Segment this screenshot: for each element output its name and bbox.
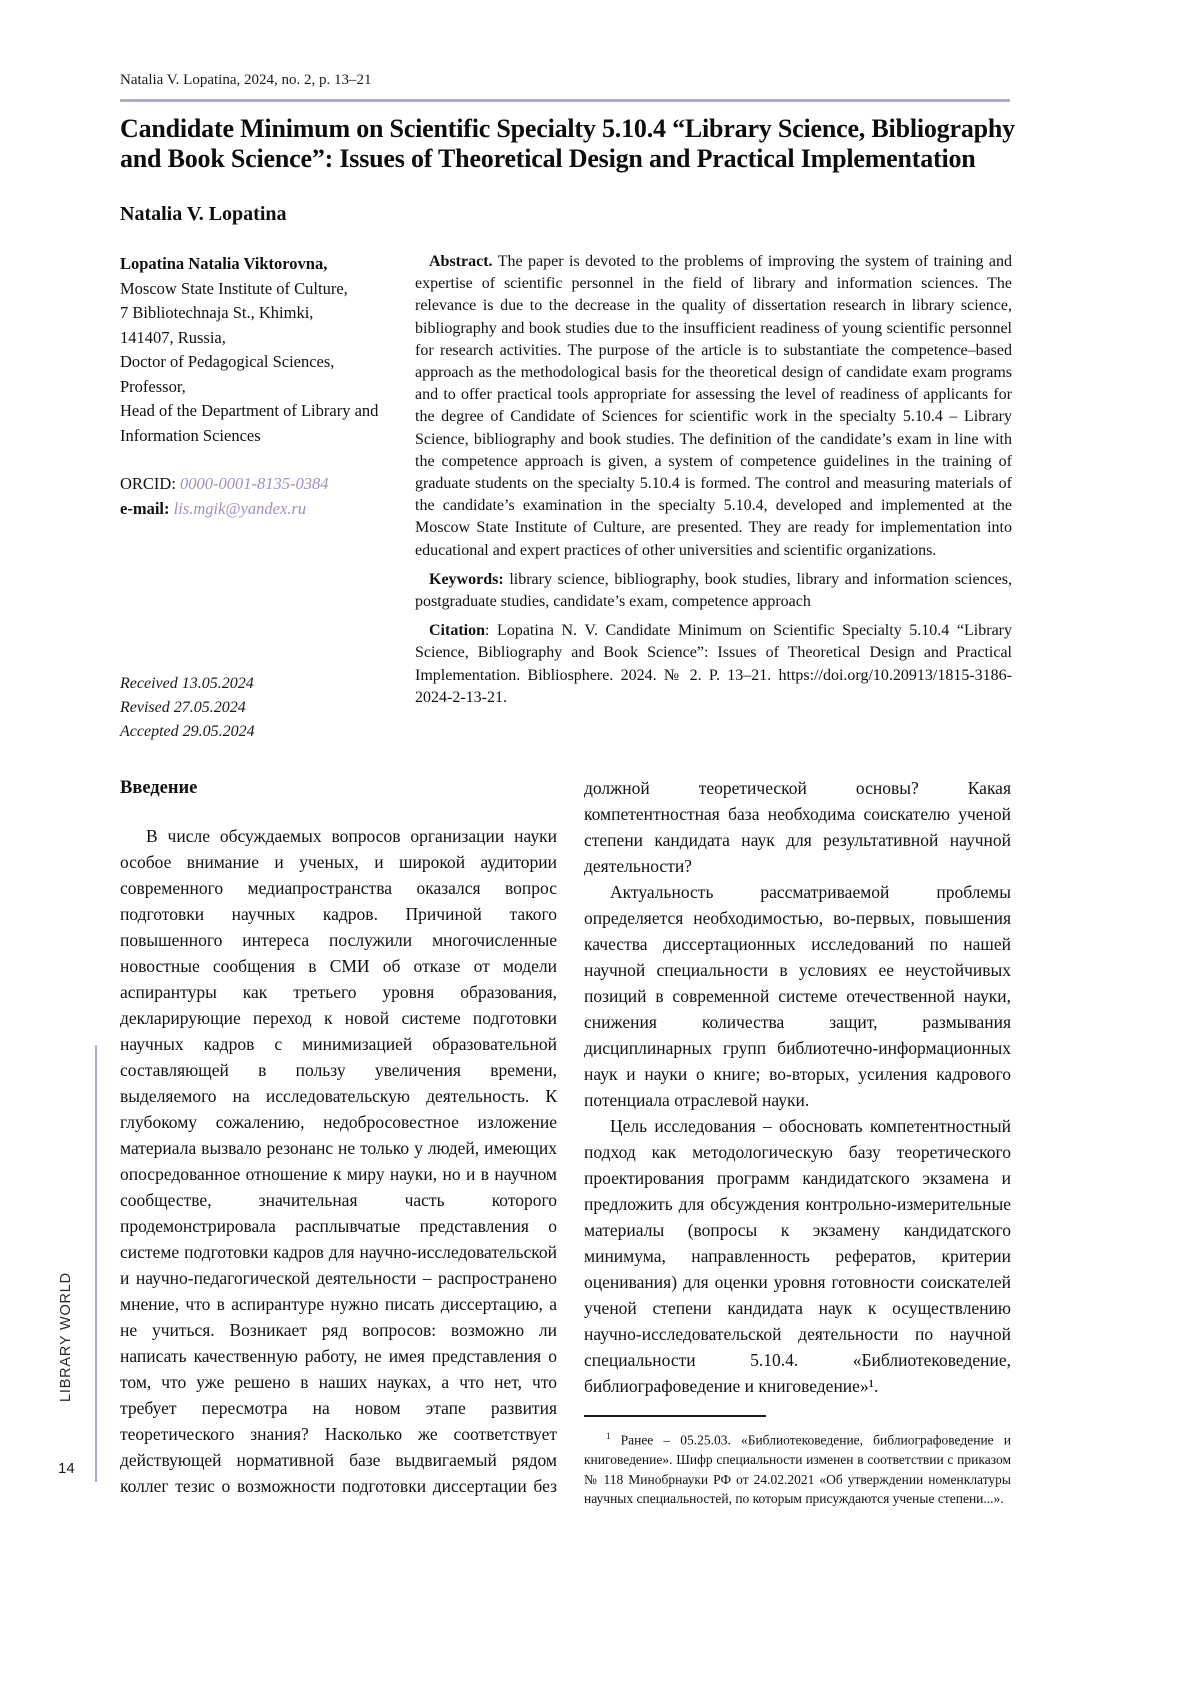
citation-text: : Lopatina N. V. Candidate Minimum on Scientific Specialty 5.10.4 “Library Science, Bibliography and Book Science”: Issues of Theoretical Design and Practical Implementation. Bibliosphere. 2024. № 2. P. 13–21. https://doi.org/10.20913/1815-3186-2024-2-13-21. (415, 622, 1012, 706)
article-dates (120, 672, 430, 744)
affiliation-line: 141407, Russia, (120, 327, 226, 347)
sidebar-rule (95, 1045, 97, 1482)
abstract-label: Abstract. (429, 253, 493, 270)
received-date: Received 13.05.2024 (120, 675, 254, 692)
author-info-block (120, 252, 430, 521)
abstract-block (415, 251, 1012, 709)
author-full-name: Lopatina Natalia Viktorovna, (120, 254, 328, 273)
article-author-name: Natalia V. Lopatina (120, 203, 287, 225)
header-rule (120, 99, 1010, 102)
body-paragraph: должной теоретической основы? Какая компетентностная база необходима соискателю ученой степени кандидата наук для результативной научной деятельности? (584, 778, 1011, 876)
section-heading-introduction: Введение (120, 778, 198, 798)
orcid-label: ORCID: (120, 474, 181, 493)
keywords-text: library science, bibliography, book studies, library and information sciences, postgraduate studies, candidate’s exam, competence approach (415, 570, 1012, 611)
affiliation-line: Moscow State Institute of Culture, (120, 278, 348, 298)
running-head: Natalia V. Lopatina, 2024, no. 2, p. 13–21 (120, 72, 372, 88)
citation-paragraph (415, 620, 1012, 709)
email-line (120, 497, 430, 522)
footnote-marker: 1 (606, 1431, 611, 1441)
keywords-paragraph (415, 569, 1012, 613)
affiliation-line: Head of the Department of Library and Information Sciences (120, 401, 379, 445)
body-paragraph: Цель исследования – обосновать компетентностный подход как методологическую базу теоретического проектирования программ кандидатского экзамена и предложить для обсуждения контрольно-измерительные материалы (вопросы к экзамену кандидатского минимума, направленность рефератов, критерии оценивания) для оценки уровня готовности соискателей ученой степени кандидата наук к осуществлению научно-исследовательской деятельности по научной специальности 5.10.4. «Библиотековедение, библиографоведение и книговедение»¹. (584, 1116, 1011, 1396)
orcid-line (120, 472, 430, 497)
body-column-right (584, 775, 1011, 1509)
revised-date: Revised 27.05.2024 (120, 699, 246, 716)
affiliation-line: 7 Bibliotechnaja St., Khimki, (120, 303, 314, 322)
keywords-label: Keywords: (429, 570, 504, 588)
email-link[interactable]: lis.mgik@yandex.ru (173, 498, 307, 518)
body-column-left (120, 775, 557, 1499)
page-number: 14 (58, 1460, 75, 1477)
footnote (584, 1415, 1011, 1509)
abstract-text: The paper is devoted to the problems of improving the system of training and expertise of scientific personnel in the field of library and information sciences. The relevance is due to the decrease in the quality of dissertation research in library science, bibliography and book studies due to the insufficient readiness of young scientific personnel for research activities. The purpose of the article is to substantiate the competence–based approach as the methodological basis for the theoretical design of candidate exam programs and to offer practical tools appropriate for assessing the level of readiness of applicants for the degree of Candidate of Sciences for scientific work in the specialty 5.10.4 – Library Science, bibliography and book studies. The definition of the candidate’s exam in line with the competence approach is given, a system of competence guidelines in the training of graduate students on the specialty 5.10.4 is formed. The control and measuring materials of the candidate’s examination in the specialty 5.10.4, developed and implemented at the Moscow State Institute of Culture, are presented. They are ready for implementation into educational and expert practices of other universities and scientific organizations. (415, 253, 1012, 559)
footnote-rule (584, 1415, 766, 1417)
orcid-link[interactable]: 0000-0001-8135-0384 (180, 474, 329, 493)
body-paragraph: Актуальность рассматриваемой проблемы определяется необходимостью, во-первых, повышения качества диссертационных исследований по нашей научной специальности в условиях ее неустойчивых позиций в современной системе отечественной науки, снижения количества защит, размывания дисциплинарных групп библиотечно-информационных наук и науки о книге; во-вторых, усиления кадрового потенциала отраслевой науки. (584, 882, 1011, 1110)
journal-section-label: LIBRARY WORLD (58, 1272, 74, 1402)
affiliation-line: Doctor of Pedagogical Sciences, (120, 352, 335, 371)
citation-label: Citation (429, 622, 485, 640)
email-label: e-mail: (120, 498, 174, 518)
footnote-text: $^1$ Ранее – 05.25.03. «Библиотековедение, библиографоведение и книговедение». Шифр специальности изменен в соответствии с приказом № 118 Минобрнауки РФ от 24.02.2021 «Об утверждении номенклатуры научных специальностей, по которым присуждаются ученые степени...». (584, 1431, 1011, 1506)
article-title: Candidate Minimum on Scientific Specialty 5.10.4 “Library Science, Bibliography and Book Science”: Issues of Theoretical Design and Practical Implementation (120, 114, 1015, 174)
accepted-date: Accepted 29.05.2024 (120, 723, 255, 740)
affiliation-line: Professor, (120, 376, 186, 396)
body-paragraph: В числе обсуждаемых вопросов организации науки особое внимание и ученых, и широкой аудитории современного медиапространства оказался вопрос подготовки научных кадров. Причиной такого повышенного интереса послужили многочисленные новостные сообщения в СМИ об отказе от модели аспирантуры как третьего уровня образования, декларирующие переход к новой системе подготовки научных кадров с минимизацией образовательной составляющей в пользу увеличения времени, выделяемого на исследовательскую деятельность. К глубокому сожалению, недобросовестное изложение материала вызвало резонанс не только у людей, имеющих опосредованное отношение к миру науки, но и в научном сообществе, значительная часть которого продемонстрировала расплывчатые представления о системе подготовки кадров для научно-исследовательской и научно-педагогической деятельности – распространено мнение, что в аспирантуре нужно писать диссертацию, а не учиться. Возникает ряд вопросов: возможно ли написать качественную работу, не имея представления о том, что уже решено в наших науках, а что нет, что требует пересмотра на новом этапе развития теоретического знания? Насколько же соответствует действующей нормативной базе выдвигаемый рядом коллег тезис о возможности подготовки диссертации без (120, 826, 557, 1496)
abstract-paragraph (415, 251, 1012, 562)
